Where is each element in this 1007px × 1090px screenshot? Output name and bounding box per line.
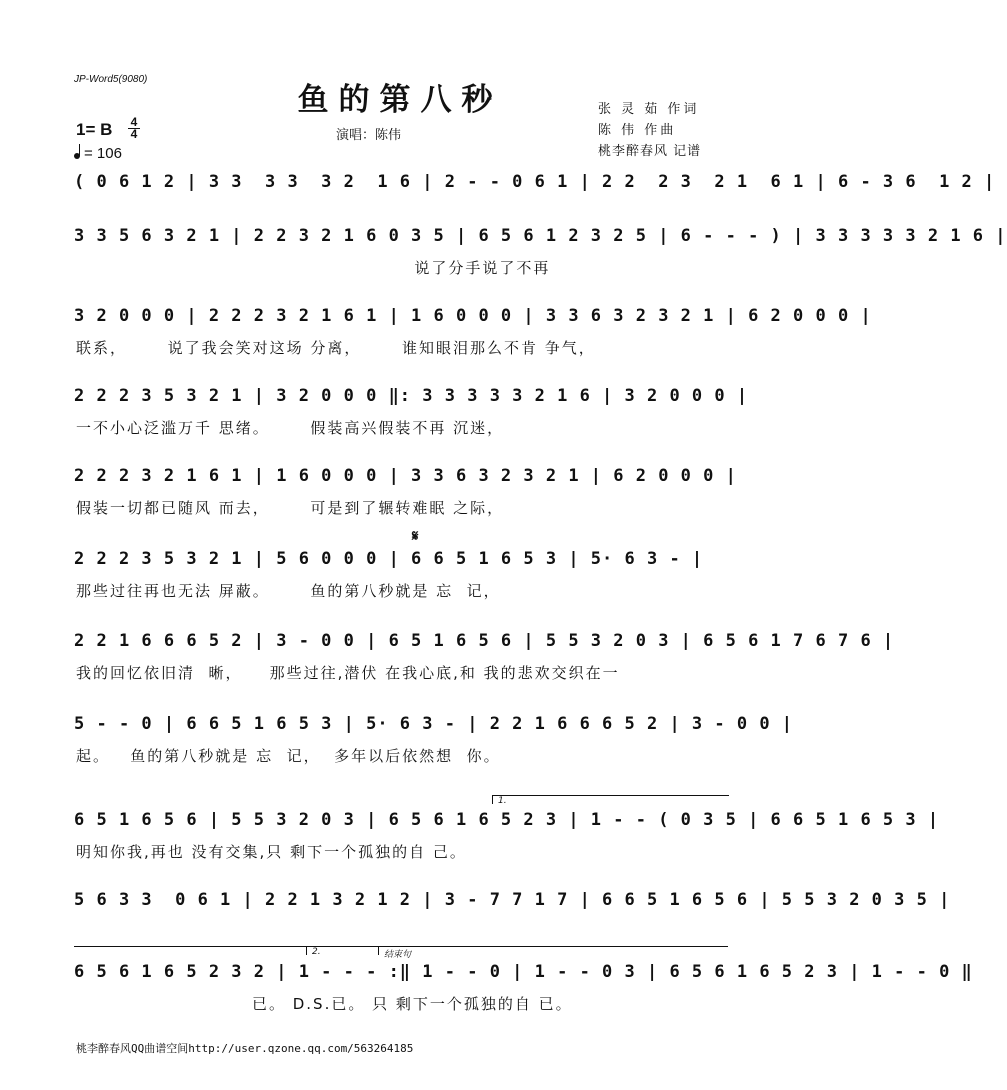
song-title: 鱼的第八秒 <box>297 82 503 118</box>
staff-row-5: 2 2 2 3 2 1 6 1 | 1 6 0 0 0 | 3 3 6 3 2 3 2 1 | 6 2 0 0 0 | <box>74 466 737 486</box>
second-ending-label: 2. <box>312 947 321 957</box>
time-signature-top: 4 <box>128 117 140 129</box>
lyrics-row-11: 已。 D.S.已。 只 剩下一个孤独的自 已。 <box>76 995 573 1013</box>
staff-row-8: 5 - - 0 | 6 6 5 1 6 5 3 | 5· 6 3 - | 2 2 1 6 6 6 5 2 | 3 - 0 0 | <box>74 714 794 734</box>
transcriber-credit: 桃李醉春风 记谱 <box>598 144 702 159</box>
lyrics-row-9: 明知你我,再也 没有交集,只 剩下一个孤独的自 己。 <box>76 843 467 861</box>
staff-row-10: 5 6 3 3 0 6 1 | 2 2 1 3 2 1 2 | 3 - 7 7 1 7 | 6 6 5 1 6 5 6 | 5 5 3 2 0 3 5 | <box>74 890 951 910</box>
lyrics-row-3: 联系， 说了我会笑对这场 分离， 谁知眼泪那么不肯 争气， <box>76 339 596 357</box>
staff-row-1: ( 0 6 1 2 | 3 3 3 3 3 2 1 6 | 2 - - 0 6 1 | 2 2 2 3 2 1 6 1 | 6 - 3 6 1 2 | <box>74 172 996 192</box>
lyricist-credit: 张 灵 茹 作词 <box>598 102 700 117</box>
first-ending-label: 1. <box>498 796 507 806</box>
quarter-note-icon <box>74 153 80 159</box>
time-signature-bottom: 4 <box>130 127 138 141</box>
staff-row-6: 2 2 2 3 5 3 2 1 | 5 6 0 0 0 | 6 6 5 1 6 5 3 | 5· 6 3 - | <box>74 549 704 569</box>
staff-row-9: 6 5 1 6 5 6 | 5 5 3 2 0 3 | 6 5 6 1 6 5 2 3 | 1 - - ( 0 3 5 | 6 6 5 1 6 5 3 | <box>74 810 940 830</box>
lyrics-row-5: 假装一切都已随风 而去， 可是到了辗转难眠 之际， <box>76 499 505 517</box>
lyrics-row-8: 起。 鱼的第八秒就是 忘 记， 多年以后依然想 你。 <box>76 747 501 765</box>
lyrics-row-4: 一不小心泛滥万千 思绪。 假装高兴假装不再 沉迷， <box>76 419 505 437</box>
tempo <box>74 145 122 162</box>
software-label: JP-Word5(9080) <box>74 74 148 85</box>
ending-phrase-label: 结束句 <box>384 950 412 960</box>
staff-row-4: 2 2 2 3 5 3 2 1 | 3 2 0 0 0 ‖: 3 3 3 3 3 2 1 6 | 3 2 0 0 0 | <box>74 386 749 406</box>
composer-credit: 陈 伟 作曲 <box>598 123 677 138</box>
key-signature: 1= B <box>76 120 113 139</box>
segno-sign: 𝄋 <box>412 527 419 545</box>
first-ending-bracket <box>492 795 729 804</box>
singer: 演唱：陈伟 <box>336 128 402 143</box>
lyrics-row-7: 我的回忆依旧清 晰， 那些过往,潜伏 在我心底,和 我的悲欢交织在一 <box>76 664 620 682</box>
footer-source: 桃李醉春风QQ曲谱空间http://user.qzone.qq.com/563264185 <box>76 1042 414 1055</box>
staff-row-2: 3 3 5 6 3 2 1 | 2 2 3 2 1 6 0 3 5 | 6 5 6 1 2 3 2 5 | 6 - - - ) | 3 3 3 3 3 2 1 6 | <box>74 226 1007 246</box>
tempo-value: = 106 <box>84 145 122 162</box>
staff-row-7: 2 2 1 6 6 6 5 2 | 3 - 0 0 | 6 5 1 6 5 6 | 5 5 3 2 0 3 | 6 5 6 1 7 6 7 6 | <box>74 631 895 651</box>
staff-row-11: 6 5 6 1 6 5 2 3 2 | 1 - - - :‖ 1 - - 0 | 1 - - 0 3 | 6 5 6 1 6 5 2 3 | 1 - - 0 ‖ <box>74 962 973 982</box>
staff-row-3: 3 2 0 0 0 | 2 2 2 3 2 1 6 1 | 1 6 0 0 0 | 3 3 6 3 2 3 2 1 | 6 2 0 0 0 | <box>74 306 872 326</box>
lyrics-row-2: 说了分手说了不再 <box>76 259 551 277</box>
time-signature <box>128 117 140 140</box>
lyrics-row-6: 那些过往再也无法 屏蔽。 鱼的第八秒就是 忘 记， <box>76 582 501 600</box>
